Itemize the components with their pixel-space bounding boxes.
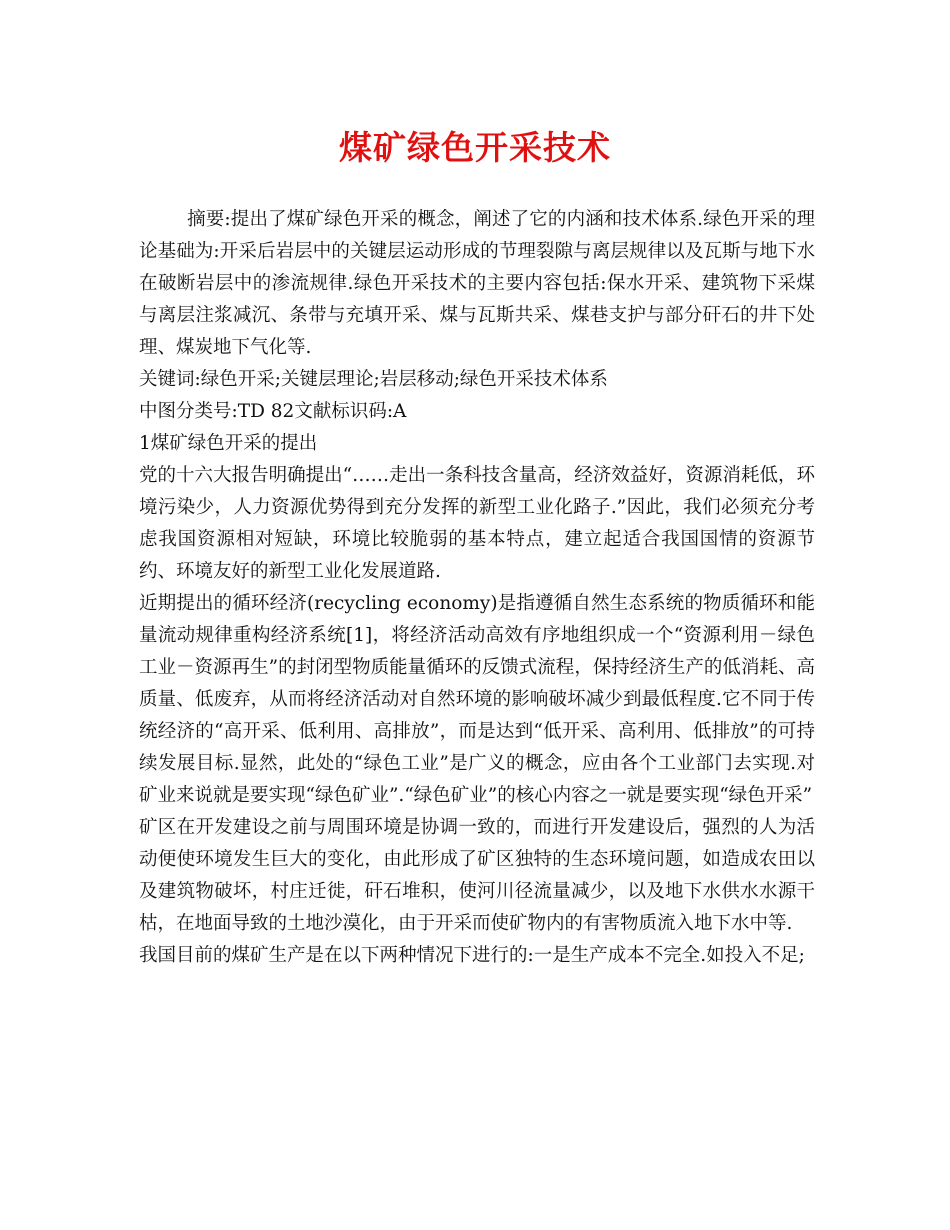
body-paragraph: 近期提出的循环经济(recycling economy)是指遵循自然生态系统的物质循环和能量流动规律重构经济系统[1]，将经济活动高效有序地组织成一个“资源利用－绿色工业－资源再生”的封闭型物质能量循环的反馈式流程，保持经济生产的低消耗、高质量、低废弃，从而将经济活动对自然环境的影响破坏减少到最低程度.它不同于传统经济的“高开采、低利用、高排放”，而是达到“低开采、高利用、低排放”的可持续发展目标.显然，此处的“绿色工业”是广义的概念，应由各个工业部门去实现.对矿业来说就是要实现“绿色矿业”.“绿色矿业”的核心内容之一就是要实现“绿色开采” bbox=[139, 593, 815, 806]
classification-line: 中图分类号:TD 82文献标识码:A bbox=[139, 401, 407, 422]
body-paragraph: 我国目前的煤矿生产是在以下两种情况下进行的:一是生产成本不完全.如投入不足; bbox=[139, 945, 805, 966]
keywords-line: 关键词:绿色开采;关键层理论;岩层移动;绿色开采技术体系 bbox=[139, 369, 608, 390]
document-title: 煤矿绿色开采技术 bbox=[339, 128, 611, 167]
section-heading: 1煤矿绿色开采的提出 bbox=[139, 433, 318, 454]
abstract-paragraph: 摘要:提出了煤矿绿色开采的概念，阐述了它的内涵和技术体系.绿色开采的理论基础为:开采后岩层中的关键层运动形成的节理裂隙与离层规律以及瓦斯与地下水在破断岩层中的渗流规律.绿色开采技术的主要内容包括:保水开采、建筑物下采煤与离层注浆减沉、条带与充填开采、煤与瓦斯共采、煤巷支护与部分矸石的井下处理、煤炭地下气化等. bbox=[139, 209, 815, 358]
body-paragraph: 矿区在开发建设之前与周围环境是协调一致的，而进行开发建设后，强烈的人为活动便使环境发生巨大的变化，由此形成了矿区独特的生态环境问题，如造成农田以及建筑物破坏，村庄迁徙，矸石堆积，使河川径流量减少，以及地下水供水水源干枯，在地面导致的土地沙漠化，由于开采而使矿物内的有害物质流入地下水中等. bbox=[139, 817, 815, 934]
document-body bbox=[139, 204, 815, 972]
body-paragraph: 党的十六大报告明确提出“……走出一条科技含量高，经济效益好，资源消耗低，环境污染少，人力资源优势得到充分发挥的新型工业化路子.”因此，我们必须充分考虑我国资源相对短缺，环境比较脆弱的基本特点，建立起适合我国国情的资源节约、环境友好的新型工业化发展道路. bbox=[139, 465, 815, 582]
